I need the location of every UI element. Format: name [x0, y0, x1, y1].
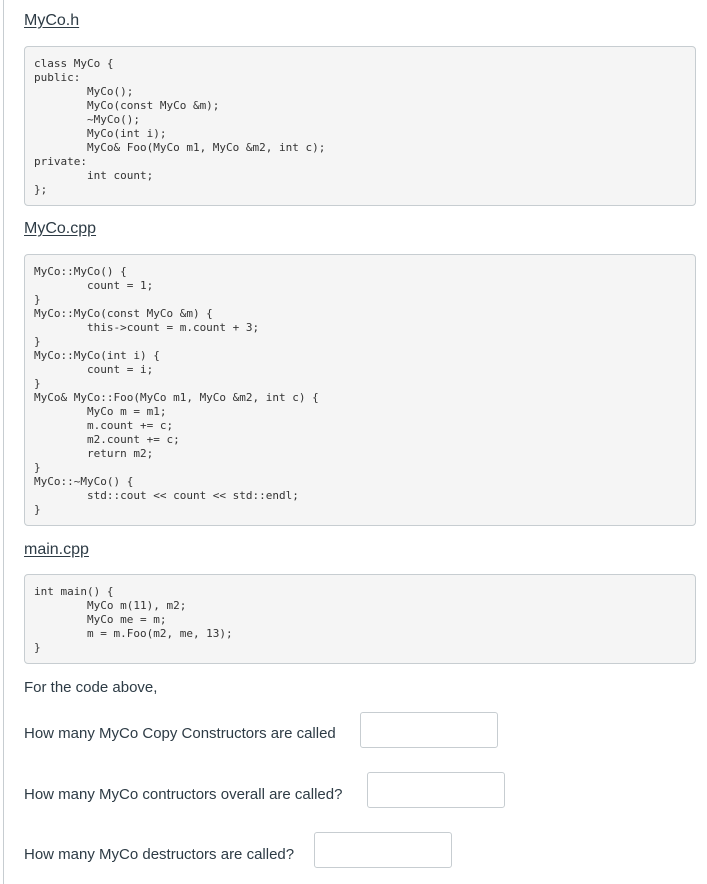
- impl-code: MyCo::MyCo() { count = 1; } MyCo::MyCo(const MyCo &m) { this->count = m.count + 3; } MyCo::MyCo(int i) { count = i; } MyCo& MyCo::Foo(MyCo m1, MyCo &m2, int c) { MyCo m = m1; m.count += c; m2.count += c; return m2; } MyCo::~MyCo() { std::cout << count << std::endl; }: [34, 265, 319, 516]
- intro-text: For the code above,: [24, 679, 158, 696]
- header-code-block: [24, 46, 696, 206]
- left-border: [3, 0, 4, 884]
- header-code: class MyCo { public: MyCo(); MyCo(const MyCo &m); ~MyCo(); MyCo(int i); MyCo& Foo(MyCo m1, MyCo &m2, int c); private: int count; };: [34, 57, 326, 196]
- destructors-answer-input[interactable]: [314, 832, 452, 868]
- main-code-block: [24, 574, 696, 664]
- constructors-overall-answer-input[interactable]: [367, 772, 505, 808]
- copy-constructors-answer-input[interactable]: [360, 712, 498, 748]
- question-constructors-overall-label: How many MyCo contructors overall are called?: [24, 786, 343, 803]
- impl-code-block: [24, 254, 696, 526]
- main-code: int main() { MyCo m(11), m2; MyCo me = m; m = m.Foo(m2, me, 13); }: [34, 585, 233, 654]
- header-file-title: MyCo.h: [24, 12, 80, 29]
- main-file-title: main.cpp: [24, 541, 89, 558]
- question-copy-constructors-label: How many MyCo Copy Constructors are called: [24, 725, 336, 742]
- question-destructors-label: How many MyCo destructors are called?: [24, 846, 295, 863]
- impl-file-title: MyCo.cpp: [24, 220, 97, 237]
